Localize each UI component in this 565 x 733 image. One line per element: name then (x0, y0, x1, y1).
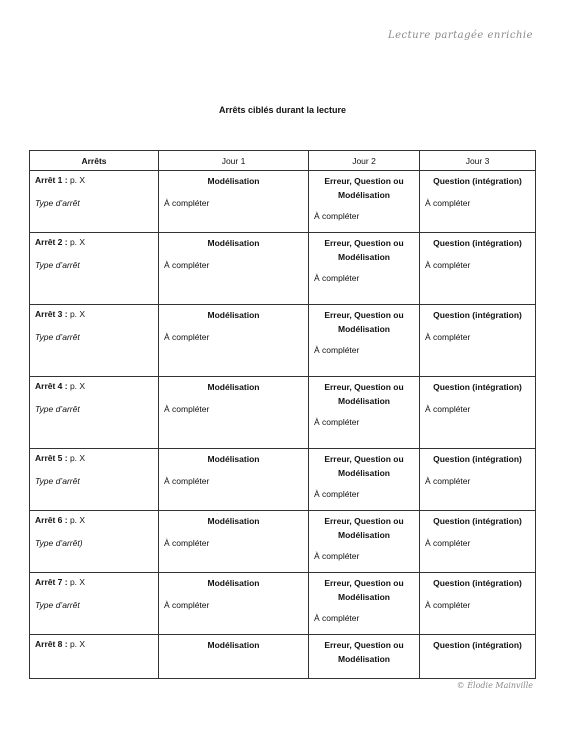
stop-label (35, 308, 153, 320)
day3-cell (420, 635, 536, 679)
day2-activity: Erreur, Question ou Modélisation (324, 176, 404, 200)
day3-placeholder: À compléter (425, 198, 471, 208)
stop-cell (30, 449, 159, 511)
day3-activity: Question (intégration) (433, 640, 522, 650)
day2-cell (309, 635, 420, 679)
day1-activity: Modélisation (207, 640, 260, 650)
stop-cell (30, 573, 159, 635)
day1-activity: Modélisation (207, 310, 260, 320)
day1-activity: Modélisation (207, 176, 260, 186)
day1-placeholder: À compléter (164, 538, 210, 548)
stop-page: p. X (67, 577, 86, 587)
column-header-day2: Jour 2 (309, 151, 420, 171)
stop-cell (30, 233, 159, 305)
stop-page: p. X (67, 639, 86, 649)
document-title: Arrêts ciblés durant la lecture (218, 105, 347, 115)
day1-cell (159, 635, 309, 679)
day3-activity: Question (intégration) (433, 176, 522, 186)
day3-placeholder: À compléter (425, 600, 471, 610)
day1-activity: Modélisation (207, 382, 260, 392)
header-script-text: Lecture partagée enrichie (387, 30, 533, 41)
stop-cell (30, 305, 159, 377)
stop-number: Arrêt 7 : (35, 577, 68, 587)
stop-number: Arrêt 6 : (35, 515, 68, 525)
stop-page: p. X (67, 309, 86, 319)
day3-cell (420, 511, 536, 573)
day3-cell (420, 449, 536, 511)
stop-label (35, 576, 153, 588)
day3-activity: Question (intégration) (433, 238, 522, 248)
stop-number: Arrêt 2 : (35, 237, 68, 247)
day2-activity: Erreur, Question ou Modélisation (324, 516, 404, 540)
stop-page: p. X (67, 237, 86, 247)
day2-cell (309, 171, 420, 233)
day3-cell (420, 305, 536, 377)
column-header-day1: Jour 1 (159, 151, 309, 171)
stop-type: Type d’arrêt (35, 198, 80, 208)
stop-page: p. X (67, 515, 86, 525)
day1-cell (159, 233, 309, 305)
table-header-row (30, 151, 536, 171)
column-header-day3: Jour 3 (420, 151, 536, 171)
day2-placeholder: À compléter (314, 613, 360, 623)
day1-placeholder: À compléter (164, 198, 210, 208)
day2-activity: Erreur, Question ou Modélisation (324, 454, 404, 478)
stops-table (29, 150, 536, 679)
day1-placeholder: À compléter (164, 260, 210, 270)
day3-placeholder: À compléter (425, 476, 471, 486)
day1-cell (159, 449, 309, 511)
day1-cell (159, 305, 309, 377)
day1-cell (159, 573, 309, 635)
table-row (30, 635, 536, 679)
day3-activity: Question (intégration) (433, 516, 522, 526)
day2-placeholder: À compléter (314, 211, 360, 221)
stop-number: Arrêt 3 : (35, 309, 68, 319)
day1-activity: Modélisation (207, 516, 260, 526)
table-row (30, 449, 536, 511)
stop-label (35, 638, 153, 650)
stop-cell (30, 171, 159, 233)
day3-placeholder: À compléter (425, 260, 471, 270)
stop-label (35, 174, 153, 186)
day1-activity: Modélisation (207, 238, 260, 248)
day2-cell (309, 377, 420, 449)
day2-activity: Erreur, Question ou Modélisation (324, 578, 404, 602)
stop-label (35, 452, 153, 464)
day1-cell (159, 511, 309, 573)
day2-placeholder: À compléter (314, 551, 360, 561)
table-row (30, 511, 536, 573)
day2-activity: Erreur, Question ou Modélisation (324, 640, 404, 664)
stop-type: Type d’arrêt (35, 600, 80, 610)
day2-activity: Erreur, Question ou Modélisation (324, 382, 404, 406)
day3-placeholder: À compléter (425, 404, 471, 414)
day1-cell (159, 377, 309, 449)
day1-activity: Modélisation (207, 578, 260, 588)
stop-number: Arrêt 1 : (35, 175, 68, 185)
stop-number: Arrêt 4 : (35, 381, 68, 391)
day3-placeholder: À compléter (425, 332, 471, 342)
table-row (30, 233, 536, 305)
day2-cell (309, 573, 420, 635)
stop-label (35, 514, 153, 526)
table-row (30, 305, 536, 377)
stop-page: p. X (67, 453, 86, 463)
day1-placeholder: À compléter (164, 600, 210, 610)
day1-cell (159, 171, 309, 233)
day3-activity: Question (intégration) (433, 310, 522, 320)
day1-placeholder: À compléter (164, 332, 210, 342)
day3-cell (420, 171, 536, 233)
day3-activity: Question (intégration) (433, 382, 522, 392)
day1-placeholder: À compléter (164, 404, 210, 414)
stop-number: Arrêt 5 : (35, 453, 68, 463)
day3-cell (420, 377, 536, 449)
day2-activity: Erreur, Question ou Modélisation (324, 310, 404, 334)
day2-activity: Erreur, Question ou Modélisation (324, 238, 404, 262)
day2-placeholder: À compléter (314, 417, 360, 427)
stop-cell (30, 377, 159, 449)
footer-copyright: © Élodie Mainville (456, 681, 533, 690)
stop-cell (30, 635, 159, 679)
day3-cell (420, 573, 536, 635)
stop-type: Type d’arrêt) (35, 538, 83, 548)
day2-cell (309, 305, 420, 377)
day2-placeholder: À compléter (314, 489, 360, 499)
stop-type: Type d’arrêt (35, 332, 80, 342)
stop-type: Type d’arrêt (35, 404, 80, 414)
stop-cell (30, 511, 159, 573)
table-row (30, 171, 536, 233)
day2-placeholder: À compléter (314, 345, 360, 355)
table-row (30, 573, 536, 635)
table-row (30, 377, 536, 449)
day1-activity: Modélisation (207, 454, 260, 464)
day3-placeholder: À compléter (425, 538, 471, 548)
stop-number: Arrêt 8 : (35, 639, 68, 649)
stop-page: p. X (67, 175, 86, 185)
day2-cell (309, 233, 420, 305)
day2-cell (309, 449, 420, 511)
day1-placeholder: À compléter (164, 476, 210, 486)
day3-activity: Question (intégration) (433, 578, 522, 588)
stop-label (35, 380, 153, 392)
day3-activity: Question (intégration) (433, 454, 522, 464)
column-header-stops: Arrêts (30, 151, 159, 171)
day3-cell (420, 233, 536, 305)
stop-page: p. X (67, 381, 86, 391)
stop-label (35, 236, 153, 248)
day2-cell (309, 511, 420, 573)
stop-type: Type d’arrêt (35, 260, 80, 270)
stop-type: Type d’arrêt (35, 476, 80, 486)
day2-placeholder: À compléter (314, 273, 360, 283)
